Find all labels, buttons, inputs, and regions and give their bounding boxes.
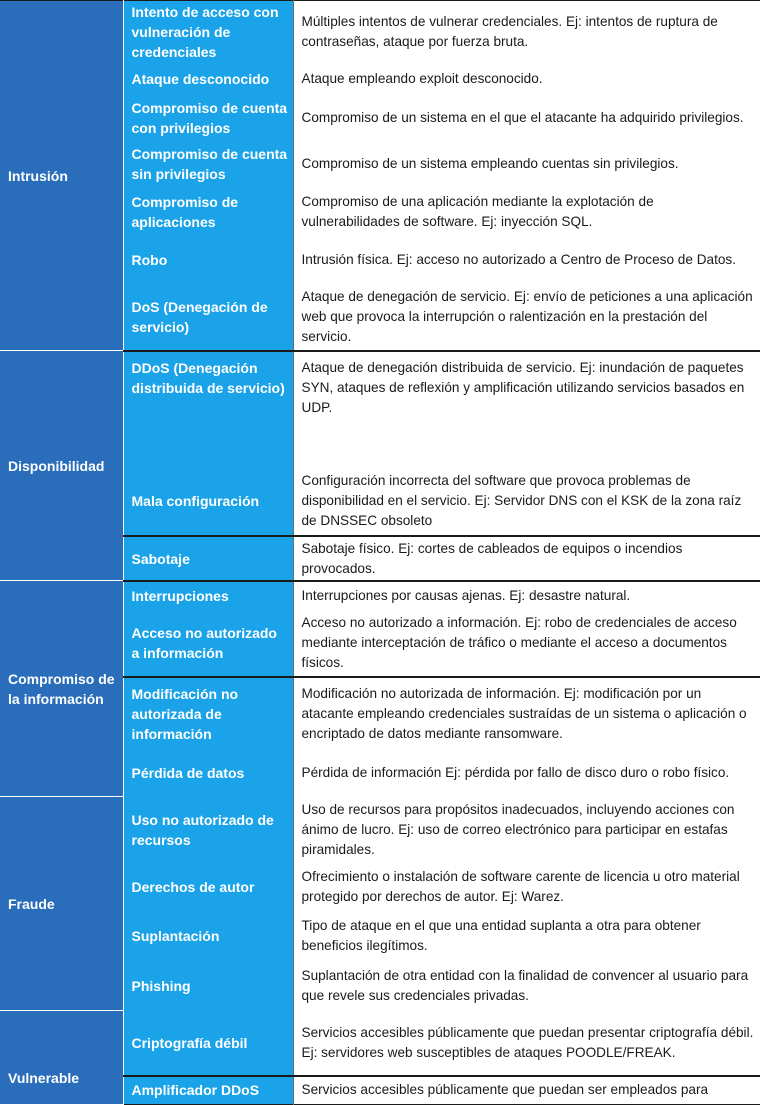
- incident-type: Compromiso de cuenta sin privilegios: [123, 141, 293, 188]
- table-row: [0, 351, 760, 467]
- incident-type: Suplantación: [123, 911, 293, 962]
- incident-description: Ataque de denegación distribuida de servicio. Ej: inundación de paquetes SYN, ataques de reflexión y amplificación utilizando servicios basados en UDP.: [293, 351, 760, 467]
- incident-description: Múltiples intentos de vulnerar credenciales. Ej: intentos de ruptura de contraseñas, ataque por fuerza bruta.: [293, 1, 760, 64]
- category-disponibilidad: Disponibilidad: [0, 351, 123, 581]
- incident-type: Robo: [123, 237, 293, 284]
- incident-description: Intrusión física. Ej: acceso no autorizado a Centro de Proceso de Datos.: [293, 237, 760, 284]
- incident-type: Pérdida de datos: [123, 750, 293, 797]
- incident-type: DDoS (Denegación distribuida de servicio): [123, 351, 293, 467]
- incident-type: Intento de acceso con vulneración de credenciales: [123, 1, 293, 64]
- incident-type: Criptografía débil: [123, 1011, 293, 1076]
- incident-type: Mala configuración: [123, 467, 293, 536]
- incident-description: Servicios accesibles públicamente que puedan presentar criptografía débil. Ej: servidores web susceptibles de ataques POODLE/FREAK.: [293, 1011, 760, 1076]
- table-row: [0, 1011, 760, 1076]
- incident-type: Compromiso de aplicaciones: [123, 188, 293, 237]
- incident-description: Ataque empleando exploit desconocido.: [293, 64, 760, 95]
- incident-description: Servicios accesibles públicamente que puedan ser empleados para: [293, 1076, 760, 1105]
- incident-description: Compromiso de un sistema empleando cuentas sin privilegios.: [293, 141, 760, 188]
- incident-type: Sabotaje: [123, 536, 293, 581]
- incident-type: Phishing: [123, 962, 293, 1011]
- incident-description: Ataque de denegación de servicio. Ej: envío de peticiones a una aplicación web que provoca la interrupción o ralentización en la prestación del servicio.: [293, 284, 760, 351]
- incident-description: Configuración incorrecta del software que provoca problemas de disponibilidad en el servicio. Ej: Servidor DNS con el KSK de la zona raíz de DNSSEC obsoleto: [293, 467, 760, 536]
- incident-description: Interrupciones por causas ajenas. Ej: desastre natural.: [293, 581, 760, 610]
- incident-description: Pérdida de información Ej: pérdida por fallo de disco duro o robo físico.: [293, 750, 760, 797]
- category-compromiso-informacion: Compromiso de la información: [0, 581, 123, 797]
- incident-description: Uso de recursos para propósitos inadecuados, incluyendo acciones con ánimo de lucro. Ej: uso de correo electrónico para participar en estafas piramidales.: [293, 797, 760, 864]
- incident-description: Ofrecimiento o instalación de software carente de licencia u otro material protegido por derechos de autor. Ej: Warez.: [293, 864, 760, 911]
- table-row: [0, 797, 760, 864]
- incident-type: Acceso no autorizado a información: [123, 609, 293, 676]
- incident-description: Suplantación de otra entidad con la finalidad de convencer al usuario para que revele sus credenciales privadas.: [293, 962, 760, 1011]
- incident-type: Amplificador DDoS: [123, 1076, 293, 1105]
- table-row: [0, 581, 760, 610]
- incident-type: Modificación no autorizada de información: [123, 677, 293, 750]
- incident-type: DoS (Denegación de servicio): [123, 284, 293, 351]
- incident-description: Modificación no autorizada de información. Ej: modificación por un atacante empleando credenciales sustraídas de un sistema o aplicación o encriptado de datos mediante ransomware.: [293, 677, 760, 750]
- category-vulnerable: Vulnerable: [0, 1011, 123, 1105]
- incident-type: Compromiso de cuenta con privilegios: [123, 94, 293, 141]
- incident-type: Uso no autorizado de recursos: [123, 797, 293, 864]
- incident-description: Compromiso de un sistema en el que el atacante ha adquirido privilegios.: [293, 94, 760, 141]
- category-fraude: Fraude: [0, 797, 123, 1011]
- category-intrusion: Intrusión: [0, 1, 123, 351]
- incident-type: Interrupciones: [123, 581, 293, 610]
- incident-description: Compromiso de una aplicación mediante la explotación de vulnerabilidades de software. Ej: inyección SQL.: [293, 188, 760, 237]
- incident-type: Derechos de autor: [123, 864, 293, 911]
- incident-description: Acceso no autorizado a información. Ej: robo de credenciales de acceso mediante interceptación de tráfico o mediante el acceso a documentos físicos.: [293, 609, 760, 676]
- incident-description: Sabotaje físico. Ej: cortes de cableados de equipos o incendios provocados.: [293, 536, 760, 581]
- table-row: [0, 1, 760, 64]
- incident-description: Tipo de ataque en el que una entidad suplanta a otra para obtener beneficios ilegítimos.: [293, 911, 760, 962]
- incident-type: Ataque desconocido: [123, 64, 293, 95]
